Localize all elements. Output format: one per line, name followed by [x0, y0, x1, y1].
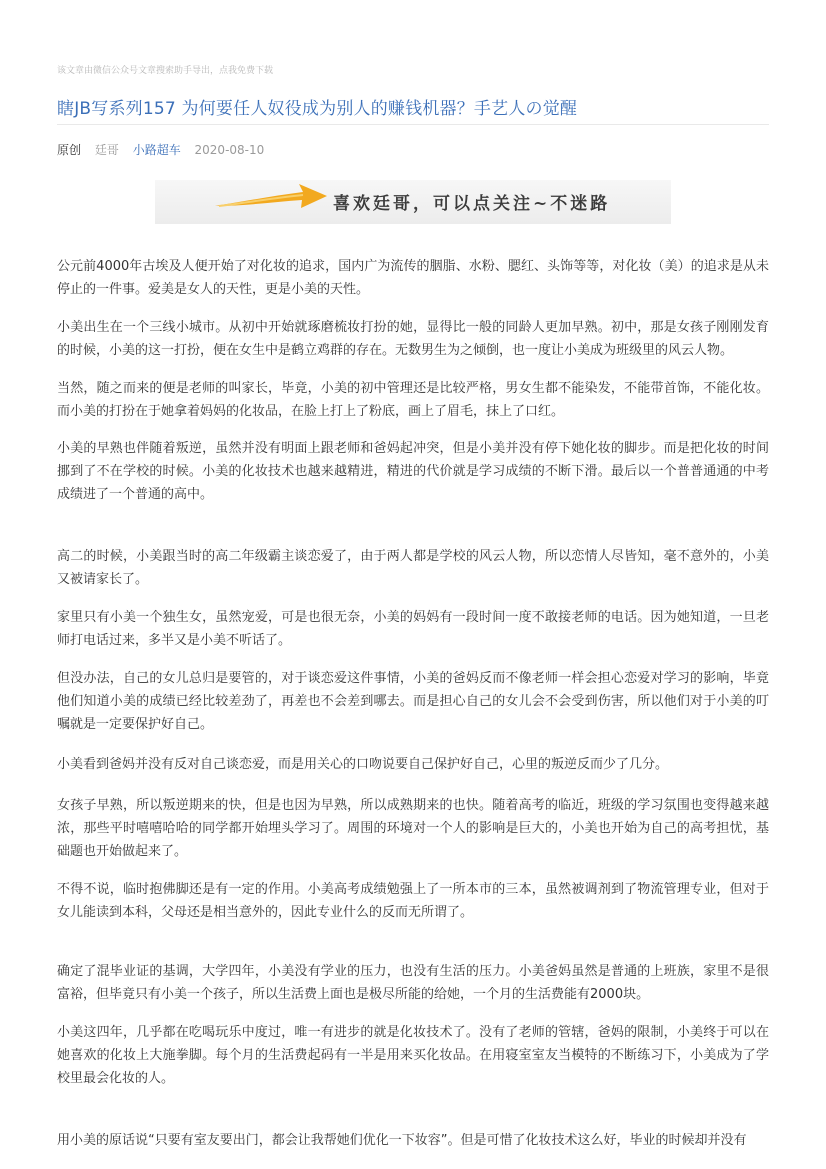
paragraph: 家里只有小美一个独生女，虽然宠爱，可是也很无奈，小美的妈妈有一段时间一度不敢接老师的电话。因为她知道，一旦老师打电话过来，多半又是小美不听话了。 — [57, 610, 769, 648]
author-name: 廷哥 — [94, 143, 119, 157]
follow-banner — [155, 180, 671, 224]
paragraph: 确定了混毕业证的基调，大学四年，小美没有学业的压力，也没有生活的压力。小美爸妈虽然是普通的上班族，家里不是很富裕，但毕竟只有小美一个孩子，所以生活费上面也是极尽所能的给她，一个月的生活费能有2000块。 — [57, 964, 769, 1002]
arrow-icon — [211, 182, 331, 222]
paragraph: 不得不说，临时抱佛脚还是有一定的作用。小美高考成绩勉强上了一所本市的三本，虽然被调剂到了物流管理专业，但对于女儿能读到本科，父母还是相当意外的，因此专业什么的反而无所谓了。 — [57, 882, 769, 920]
paragraph: 女孩子早熟，所以叛逆期来的快，但是也因为早熟，所以成熟期来的也快。随着高考的临近，班级的学习氛围也变得越来越浓，那些平时嘻嘻哈哈的同学都开始埋头学习了。周围的环境对一个人的影响是巨大的，小美也开始为自己的高考担忧，基础题也开始做起来了。 — [57, 798, 769, 859]
paragraph: 小美看到爸妈并没有反对自己谈恋爱，而是用关心的口吻说要自己保护好自己，心里的叛逆反而少了几分。 — [57, 757, 669, 772]
paragraph: 小美的早熟也伴随着叛逆，虽然并没有明面上跟老师和爸妈起冲突，但是小美并没有停下她化妆的脚步。而是把化妆的时间挪到了不在学校的时候。小美的化妆技术也越来越精进，精进的代价就是学习成绩的不断下滑。最后以一个普普通通的中考成绩进了一个普通的高中。 — [57, 441, 769, 502]
paragraph: 小美出生在一个三线小城市。从初中开始就琢磨梳妆打扮的她，显得比一般的同龄人更加早熟。初中，那是女孩子刚刚发育的时候，小美的这一打扮，便在女生中是鹤立鸡群的存在。无数男生为之倾倒，也一度让小美成为班级里的风云人物。 — [57, 320, 769, 358]
publish-date: 2020-08-10 — [194, 143, 265, 157]
account-link[interactable]: 小路超车 — [132, 143, 181, 157]
paragraph: 用小美的原话说“只要有室友要出门，都会让我帮她们优化一下妆容”。但是可惜了化妆技术这么好，毕业的时候却并没有 — [57, 1133, 747, 1148]
export-notice-link[interactable]: 该文章由微信公众号文章搜索助手导出，点我免费下载 — [57, 66, 274, 76]
article-meta — [57, 141, 274, 158]
paragraph: 小美这四年，几乎都在吃喝玩乐中度过，唯一有进步的就是化妆技术了。没有了老师的管辖，爸妈的限制，小美终于可以在她喜欢的化妆上大施拳脚。每个月的生活费起码有一半是用来买化妆品。在用寝室室友当模特的不断练习下，小美成为了学校里最会化妆的人。 — [57, 1025, 769, 1086]
article-title: 瞎JB写系列157 为何要任人奴役成为别人的赚钱机器？手艺人の觉醒 — [57, 99, 578, 119]
paragraph: 但没办法，自己的女儿总归是要管的，对于谈恋爱这件事情，小美的爸妈反而不像老师一样会担心恋爱对学习的影响，毕竟他们知道小美的成绩已经比较差劲了，再差也不会差到哪去。而是担心自己的女儿会不会受到伤害，所以他们对于小美的叮嘱就是一定要保护好自己。 — [57, 671, 769, 732]
banner-slogan: 喜欢廷哥，可以点关注~不迷路 — [333, 194, 611, 214]
paragraph: 高二的时候，小美跟当时的高二年级霸主谈恋爱了，由于两人都是学校的风云人物，所以恋情人尽皆知，毫不意外的，小美又被请家长了。 — [57, 549, 769, 587]
paragraph: 当然，随之而来的便是老师的叫家长，毕竟，小美的初中管理还是比较严格，男女生都不能染发，不能带首饰，不能化妆。而小美的打扮在于她拿着妈妈的化妆品，在脸上打上了粉底，画上了眉毛，抹上了口红。 — [57, 381, 769, 419]
original-label: 原创 — [57, 143, 82, 157]
paragraph: 公元前4000年古埃及人便开始了对化妆的追求，国内广为流传的胭脂、水粉、腮红、头饰等等，对化妆（美）的追求是从未停止的一件事。爱美是女人的天性，更是小美的天性。 — [57, 259, 769, 297]
title-divider — [57, 124, 769, 125]
